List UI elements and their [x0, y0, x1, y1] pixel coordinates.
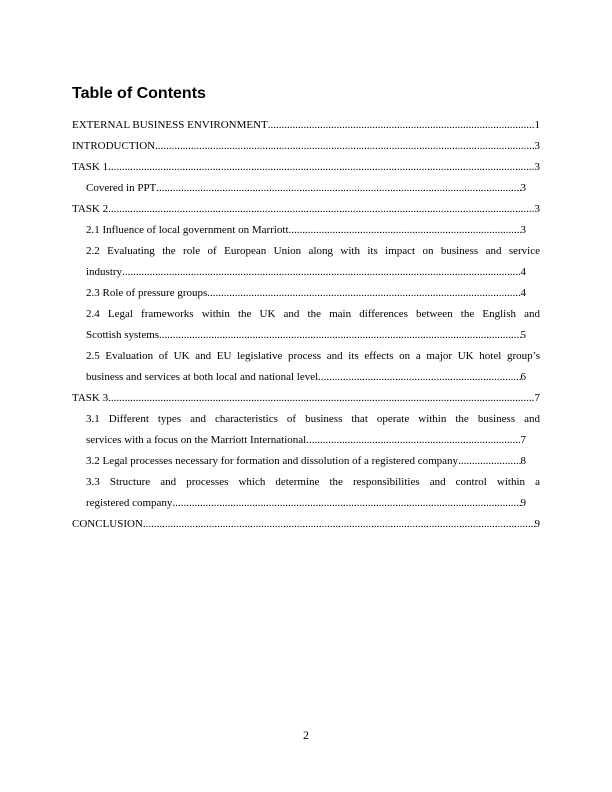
toc-entry-label-line1: 3.1 Different types and characteristics of business that operate within the business and — [86, 413, 540, 425]
toc-entry-introduction[interactable] — [72, 136, 540, 157]
toc-entry-page: 1 — [534, 119, 540, 131]
toc-entry-task-1[interactable] — [72, 157, 540, 178]
toc-entry-page: 3 — [534, 140, 540, 152]
toc-entry-2-2[interactable] — [72, 241, 540, 283]
toc-entry-page: 8 — [520, 455, 526, 467]
toc-entry-page: 4 — [520, 266, 526, 278]
dot-leader — [108, 199, 534, 220]
dot-leader — [108, 157, 534, 178]
toc-entry-page: 3 — [534, 161, 540, 173]
toc-entry-label-line2: business and services at both local and national level — [86, 371, 319, 383]
dot-leader — [122, 262, 520, 283]
dot-leader — [458, 451, 520, 472]
toc-entry-label: 2.1 Influence of local government on Marriott — [86, 224, 289, 236]
toc-entry-3-2[interactable] — [72, 451, 526, 472]
dot-leader — [156, 178, 520, 199]
toc-entry-label: TASK 1 — [72, 161, 109, 173]
dot-leader — [268, 115, 535, 136]
toc-entry-task-3[interactable] — [72, 388, 540, 409]
dot-leader — [318, 367, 520, 388]
dot-leader — [143, 514, 535, 535]
toc-entry-label-line2: industry — [86, 266, 123, 278]
toc-entry-2-3[interactable] — [72, 283, 526, 304]
dot-leader — [289, 220, 521, 241]
toc-entry-3-3[interactable] — [72, 472, 540, 514]
toc-entry-label: Covered in PPT — [86, 182, 157, 194]
dot-leader — [155, 136, 534, 157]
toc-entry-label-line1: 2.2 Evaluating the role of European Union along with its impact on business and service — [86, 245, 540, 257]
toc-entry-page: 7 — [520, 434, 526, 446]
toc-entry-page: 4 — [520, 287, 526, 299]
toc-entry-label-line2: services with a focus on the Marriott International — [86, 434, 307, 446]
dot-leader — [207, 283, 520, 304]
toc-entry-2-4[interactable] — [72, 304, 540, 346]
toc-entry-label: 3.2 Legal processes necessary for formation and dissolution of a registered company — [86, 455, 459, 467]
toc-entry-label-line2: registered company — [86, 497, 173, 509]
toc-entry-label: INTRODUCTION — [72, 140, 156, 152]
toc-entry-external-business-environment[interactable] — [72, 115, 540, 136]
toc-entry-label: 2.3 Role of pressure groups — [86, 287, 208, 299]
dot-leader — [172, 493, 520, 514]
toc-entry-page: 3 — [520, 182, 526, 194]
toc-entry-conclusion[interactable] — [72, 514, 540, 535]
toc-entry-task-2[interactable] — [72, 199, 540, 220]
dot-leader — [159, 325, 520, 346]
toc-entry-label: EXTERNAL BUSINESS ENVIRONMENT — [72, 119, 268, 131]
toc-entry-page: 7 — [534, 392, 540, 404]
toc-entry-label: CONCLUSION — [72, 518, 143, 530]
toc-entry-label-line1: 3.3 Structure and processes which determine the responsibilities and control within a — [86, 476, 540, 488]
toc-entry-label: TASK 2 — [72, 203, 109, 215]
toc-entry-label-line1: 2.5 Evaluation of UK and EU legislative process and its effects on a major UK hotel group’s — [86, 350, 540, 362]
dot-leader — [306, 430, 520, 451]
toc-entry-2-1[interactable] — [72, 220, 526, 241]
toc-entry-covered-in-ppt[interactable] — [72, 178, 526, 199]
toc-entry-page: 3 — [534, 203, 540, 215]
page-number: 2 — [303, 728, 309, 742]
toc-entry-page: 5 — [520, 329, 526, 341]
table-of-contents — [72, 115, 540, 535]
toc-entry-page: 9 — [520, 497, 526, 509]
toc-entry-label: TASK 3 — [72, 392, 109, 404]
toc-entry-page: 6 — [520, 371, 526, 383]
toc-entry-2-5[interactable] — [72, 346, 540, 388]
toc-entry-page: 3 — [520, 224, 526, 236]
toc-entry-label-line2: Scottish systems — [86, 329, 160, 341]
toc-heading: Table of Contents — [72, 85, 206, 102]
toc-entry-3-1[interactable] — [72, 409, 540, 451]
toc-entry-label-line1: 2.4 Legal frameworks within the UK and the main differences between the English and — [86, 308, 540, 320]
dot-leader — [108, 388, 534, 409]
toc-entry-page: 9 — [534, 518, 540, 530]
